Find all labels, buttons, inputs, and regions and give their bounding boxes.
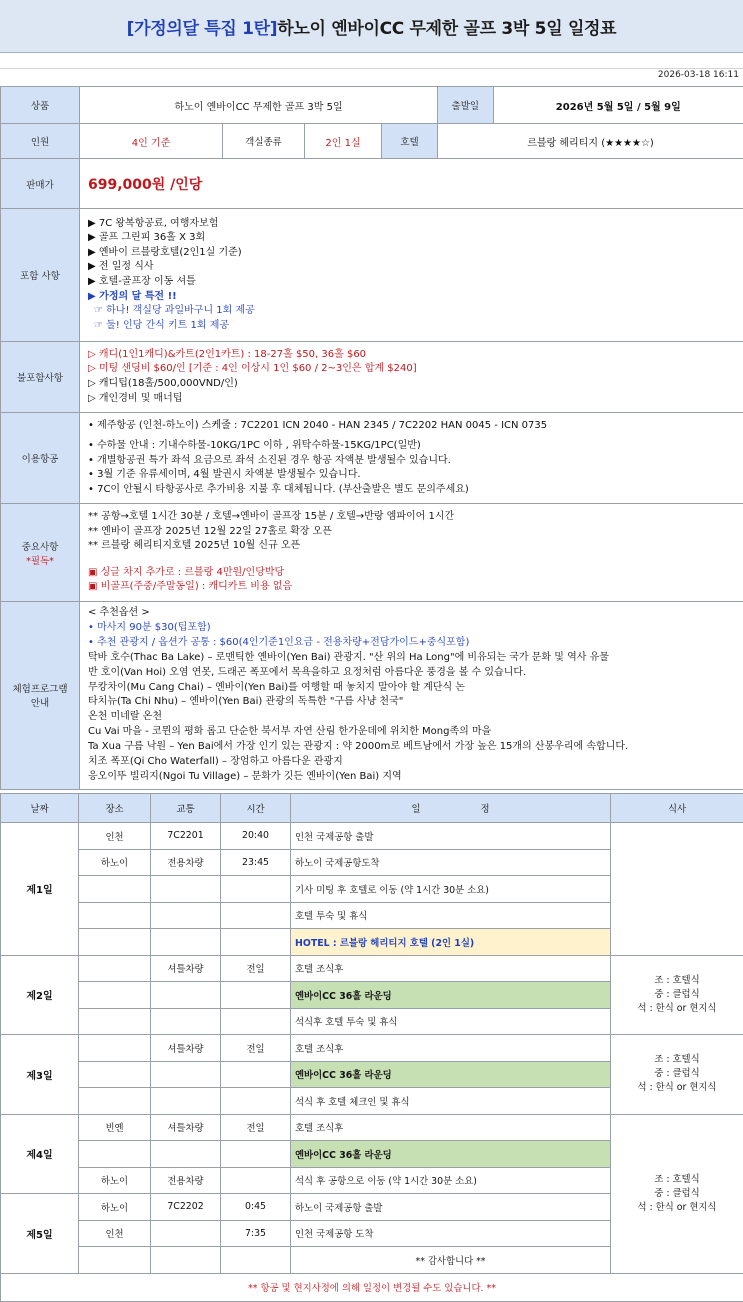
info-table (0, 86, 743, 790)
benefit-item: ☞ 둘! 인당 간식 키트 1회 제공 (88, 319, 735, 334)
time-cell (221, 982, 291, 1009)
col-date: 날짜 (1, 794, 79, 823)
day-label: 제2일 (1, 955, 79, 1035)
golf-cell: 옌바이CC 36홀 라운딩 (291, 982, 611, 1009)
page-title (0, 0, 743, 53)
people-value: 4인 기준 (80, 124, 223, 159)
list-item: • 3월 기준 유류세이며, 4월 발권시 차액분 발생될수 있습니다. (88, 468, 735, 483)
price-value: 699,000원 /인당 (80, 159, 743, 209)
list-item: 타치뉴(Ta Chi Nhu) – 옌바이(Yen Bai) 관광의 독특한 "구름 사냥 천국" (88, 695, 735, 710)
divider (0, 68, 743, 69)
product-label: 상품 (1, 87, 80, 124)
time-cell: 전일 (221, 955, 291, 982)
special-offer: ▶ 가정의 달 특전 !! (88, 290, 735, 305)
transport-cell: 7C2202 (151, 1194, 221, 1221)
list-item: • 개별항공권 특가 좌석 요금으로 좌석 소진된 경우 항공 자액분 발생될수 있습니다. (88, 454, 735, 469)
room-type-value: 2인 1실 (305, 124, 382, 159)
transport-cell (151, 902, 221, 929)
time-cell: 23:45 (221, 849, 291, 876)
place-cell (79, 982, 151, 1009)
transport-cell (151, 1088, 221, 1115)
golf-cell: 옌바이CC 36홀 라운딩 (291, 1141, 611, 1168)
plan-cell: 호텔 조식후 (291, 1035, 611, 1062)
place-cell: 인천 (79, 823, 151, 850)
timestamp: 2026-03-18 16:11 (658, 70, 739, 80)
list-item: ▶ 7C 왕복항공료, 여행자보험 (88, 217, 735, 232)
list-item: • 7C이 안될시 타항공사로 추가비용 지불 후 대체됩니다. (부산출발은 별도 문의주세요) (88, 483, 735, 498)
program-info (80, 602, 743, 790)
place-cell (79, 1035, 151, 1062)
time-cell (221, 1061, 291, 1088)
program-header: < 추천옵션 > (88, 606, 735, 621)
transport-cell: 전용차량 (151, 1167, 221, 1194)
time-cell (221, 876, 291, 903)
place-cell (79, 1088, 151, 1115)
transport-cell (151, 876, 221, 903)
time-cell (221, 1247, 291, 1274)
table-row (1, 955, 743, 982)
must-read-tag: *필독* (3, 553, 77, 567)
thanks-cell: ** 감사합니다 ** (291, 1247, 611, 1274)
place-cell: 하노이 (79, 1194, 151, 1221)
time-cell: 전일 (221, 1035, 291, 1062)
list-item: ** 르블랑 헤리티지호텔 2025년 10월 신규 오픈 (88, 539, 735, 554)
people-label: 인원 (1, 124, 80, 159)
program-label: 체험프로그램 안내 (1, 602, 80, 790)
plan-cell: 기사 미팅 후 호텔로 이동 (약 1시간 30분 소요) (291, 876, 611, 903)
time-cell (221, 929, 291, 956)
place-cell: 빈옌 (79, 1114, 151, 1141)
plan-cell: 석식후 호텔 투숙 및 휴식 (291, 1008, 611, 1035)
departure-label: 출발일 (438, 87, 493, 123)
plan-cell: 인천 국제공항 출발 (291, 823, 611, 850)
list-item: ▶ 옌바이 르블랑호텔(2인1실 기준) (88, 246, 735, 261)
transport-cell (151, 929, 221, 956)
included-label: 포함 사항 (1, 209, 80, 342)
airline-info (80, 413, 743, 504)
plan-cell: 석식 후 공항으로 이동 (약 1시간 30분 소요) (291, 1167, 611, 1194)
list-item: ▶ 골프 그린피 36홀 X 3회 (88, 231, 735, 246)
transport-cell (151, 982, 221, 1009)
time-cell (221, 1167, 291, 1194)
list-item: ▷ 캐디팁(18홀/500,000VND/인) (88, 377, 735, 392)
place-cell (79, 902, 151, 929)
transport-cell: 전용차량 (151, 849, 221, 876)
meal-cell (611, 823, 743, 956)
col-transport: 교통 (151, 794, 221, 823)
table-row (1, 1114, 743, 1141)
list-item: 탁바 호수(Thac Ba Lake) – 로맨틱한 옌바이(Yen Bai) 관광지. "산 위의 Ha Long"에 비유되는 국가 문화 및 역사 유물 (88, 651, 735, 666)
table-header (1, 794, 743, 823)
list-item: Ta Xua 구름 낙원 – Yen Bai에서 가장 인기 있는 관광지 : 약 2000m로 베트남에서 가장 높은 15개의 산봉우리에 속합니다. (88, 740, 735, 755)
title-highlight: [가정의달 특집 1탄] (127, 14, 278, 39)
transport-cell (151, 1220, 221, 1247)
place-cell (79, 955, 151, 982)
day-label: 제5일 (1, 1194, 79, 1274)
plan-cell: 호텔 조식후 (291, 955, 611, 982)
excluded-label: 불포함사항 (1, 342, 80, 413)
place-cell (79, 929, 151, 956)
footer-row (1, 1273, 743, 1301)
list-item: • 마사지 90분 $30(팁포함) (88, 621, 735, 636)
list-item: ▣ 싱글 차지 추가로 : 르블랑 4만원/인당박당 (88, 566, 735, 581)
important-label: 중요사항 *필독* (1, 504, 80, 602)
list-item: ** 공항→호텔 1시간 30분 / 호텔→옌바이 골프장 15분 / 호텔→반랑 엠파이어 1시간 (88, 510, 735, 525)
plan-cell: 호텔 투숙 및 휴식 (291, 902, 611, 929)
list-item: 무캉차이(Mu Cang Chai) – 옌바이(Yen Bai)를 여행할 때 놓치지 말아야 할 계단식 논 (88, 681, 735, 696)
day-label: 제4일 (1, 1114, 79, 1194)
airline-schedule: • 제주항공 (인천-하노이) 스케줄 : 7C2201 ICN 2040 - HAN 2345 / 7C2202 HAN 0045 - ICN 0735 (88, 419, 735, 434)
day-label: 제1일 (1, 823, 79, 956)
airline-label: 이용항공 (1, 413, 80, 504)
time-cell: 20:40 (221, 823, 291, 850)
important-notes (80, 504, 743, 602)
meal-cell: 조 : 호텔식 중 : 클럽식 석 : 한식 or 현지식 (611, 1114, 743, 1273)
list-item: • 추천 관광지 / 옵션가 공통 : $60(4인기준1인요금 - 전용차량+전담가이드+중식포함) (88, 636, 735, 651)
time-cell (221, 1008, 291, 1035)
plan-cell: 하노이 국제공항도착 (291, 849, 611, 876)
transport-cell: 7C2201 (151, 823, 221, 850)
list-item: 반 호이(Van Hoi) 오염 연못, 드래곤 폭포에서 목욕을하고 요정처럼 아름다운 풍경을 볼 수 있습니다. (88, 666, 735, 681)
list-item: Cu Vai 마을 - 코뮌의 평화 롭고 단순한 북서부 자연 산림 한가운데에 위치한 Mong족의 마을 (88, 725, 735, 740)
table-row (1, 1035, 743, 1062)
footer-note: ** 항공 및 현지사정에 의해 일정이 변경될 수도 있습니다. ** (1, 1273, 743, 1301)
plan-cell: 석식 후 호텔 체크인 및 휴식 (291, 1088, 611, 1115)
time-cell (221, 1088, 291, 1115)
col-place: 장소 (79, 794, 151, 823)
list-item: ▶ 전 일정 식사 (88, 260, 735, 275)
product-value: 하노이 옌바이CC 무제한 골프 3박 5일 (80, 87, 438, 124)
list-item: ▶ 호텔-골프장 이동 셔틀 (88, 275, 735, 290)
departure-value: 2026년 5월 5일 / 5월 9일 (493, 87, 743, 123)
hotel-label: 호텔 (382, 124, 438, 159)
time-cell: 7:35 (221, 1220, 291, 1247)
meal-cell: 조 : 호텔식 중 : 클럽식 석 : 한식 or 현지식 (611, 955, 743, 1035)
place-cell (79, 1247, 151, 1274)
transport-cell: 셔틀차량 (151, 1114, 221, 1141)
itinerary-table (0, 793, 743, 1302)
departure-cell (438, 87, 743, 124)
included-list (80, 209, 743, 342)
price-label: 판매가 (1, 159, 80, 209)
list-item: ▣ 비골프(주중/주말동일) : 캐디카트 비용 없음 (88, 580, 735, 595)
time-cell: 0:45 (221, 1194, 291, 1221)
place-cell (79, 1008, 151, 1035)
transport-cell (151, 1141, 221, 1168)
excluded-list (80, 342, 743, 413)
place-cell (79, 876, 151, 903)
time-cell (221, 902, 291, 929)
hotel-value: 르블랑 헤리티지 (★★★★☆) (438, 124, 743, 159)
list-item: 온천 미네랄 온천 (88, 710, 735, 725)
place-cell: 하노이 (79, 849, 151, 876)
transport-cell: 셔틀차량 (151, 1035, 221, 1062)
day-label: 제3일 (1, 1035, 79, 1115)
transport-cell (151, 1247, 221, 1274)
list-item: ▷ 미팅 샌딩비 $60/인 [기준 : 4인 이상시 1인 $60 / 2~3인은 합계 $240] (88, 362, 735, 377)
transport-cell (151, 1008, 221, 1035)
plan-cell: 인천 국제공항 도착 (291, 1220, 611, 1247)
golf-cell: 옌바이CC 36홀 라운딩 (291, 1061, 611, 1088)
transport-cell: 셔틀차량 (151, 955, 221, 982)
time-cell: 전일 (221, 1114, 291, 1141)
list-item: 응오이뚜 빌리지(Ngoi Tu Village) – 문화가 깃든 옌바이(Yen Bai) 지역 (88, 770, 735, 785)
list-item: ** 옌바이 골프장 2025년 12월 22일 27홀로 확장 오픈 (88, 525, 735, 540)
col-time: 시간 (221, 794, 291, 823)
plan-cell: 호텔 조식후 (291, 1114, 611, 1141)
hotel-cell: HOTEL : 르블랑 헤리티지 호텔 (2인 1실) (291, 929, 611, 956)
list-item: 치조 폭포(Qi Cho Waterfall) – 장엄하고 아름다운 관광지 (88, 755, 735, 770)
table-row (1, 823, 743, 850)
benefit-item: ☞ 하나! 객실당 과일바구니 1회 제공 (88, 304, 735, 319)
col-plan: 일 정 (291, 794, 611, 823)
meal-cell: 조 : 호텔식 중 : 클럽식 석 : 한식 or 현지식 (611, 1035, 743, 1115)
transport-cell (151, 1061, 221, 1088)
list-item: ▷ 개인경비 및 매너팁 (88, 392, 735, 407)
place-cell (79, 1061, 151, 1088)
plan-cell: 하노이 국제공항 출발 (291, 1194, 611, 1221)
room-type-label: 객실종류 (223, 124, 305, 159)
place-cell: 인천 (79, 1220, 151, 1247)
title-rest: 하노이 옌바이CC 무제한 골프 3박 5일 일정표 (277, 14, 616, 39)
place-cell: 하노이 (79, 1167, 151, 1194)
time-cell (221, 1141, 291, 1168)
place-cell (79, 1141, 151, 1168)
list-item: ▷ 캐디(1인1캐디)&카트(2인1카트) : 18-27홀 $50, 36홀 $60 (88, 348, 735, 363)
list-item: • 수하물 안내 : 기내수하물-10KG/1PC 이하 , 위탁수하물-15KG/1PC(일반) (88, 439, 735, 454)
col-meal: 식사 (611, 794, 743, 823)
